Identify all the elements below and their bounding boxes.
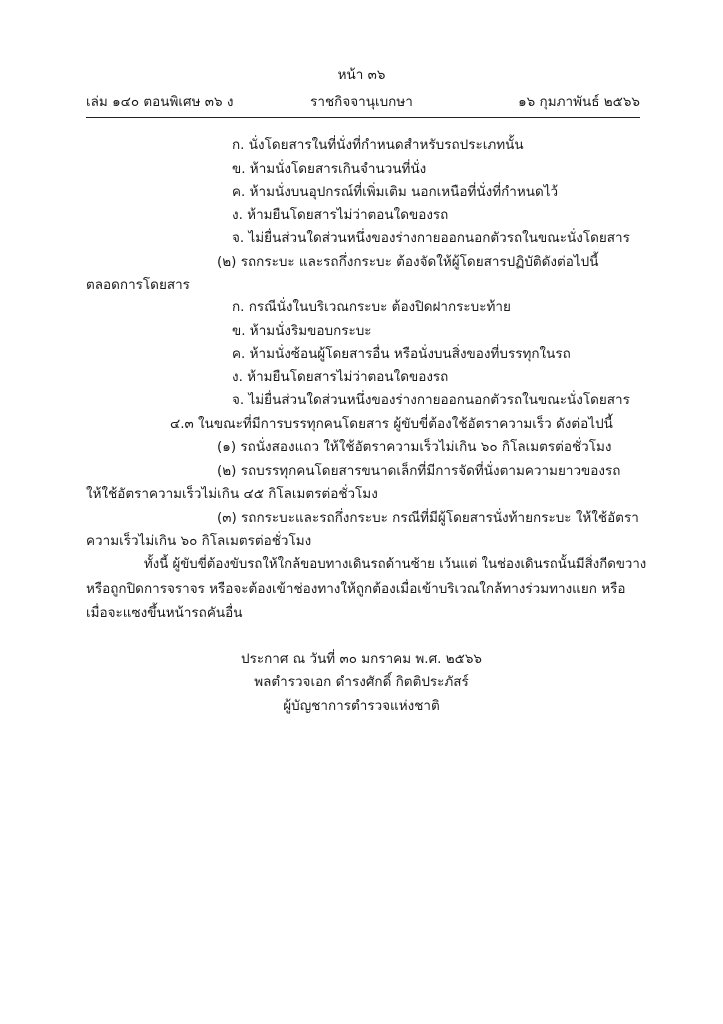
clause-line: ค. ห้ามนั่งซ้อนผู้โดยสารอื่น หรือนั่งบนสิ่งของที่บรรทุกในรถ	[232, 346, 571, 362]
clause-line: หรือถูกปิดการจราจร หรือจะต้องเข้าช่องทางให้ถูกต้องเมื่อเข้าบริเวณใกล้ทางร่วมทางแยก หรือ	[86, 581, 626, 597]
header-divider	[86, 117, 640, 118]
volume-info: เล่ม ๑๔๐ ตอนพิเศษ ๓๖ ง	[86, 94, 234, 110]
clause-line: ความเร็วไม่เกิน ๖๐ กิโลเมตรต่อชั่วโมง	[86, 533, 312, 549]
clause-line: (๓) รถกระบะและรถกึ่งกระบะ กรณีที่มีผู้โดยสารนั่งท้ายกระบะ ให้ใช้อัตรา	[217, 510, 639, 526]
signatory-position: ผู้บัญชาการตำรวจแห่งชาติ	[283, 698, 440, 714]
clause-line: ข. ห้ามนั่งริมขอบกระบะ	[232, 323, 372, 339]
clause-line: ๔.๓ ในขณะที่มีการบรรทุกคนโดยสาร ผู้ขับขี่ต้องใช้อัตราความเร็ว ดังต่อไปนี้	[170, 416, 613, 432]
clause-line: เมื่อจะแซงขึ้นหน้ารถคันอื่น	[86, 605, 243, 621]
gazette-date: ๑๖ กุมภาพันธ์ ๒๕๖๖	[518, 94, 640, 110]
clause-line: (๑) รถนั่งสองแถว ให้ใช้อัตราความเร็วไม่เกิน ๖๐ กิโลเมตรต่อชั่วโมง	[217, 439, 612, 455]
clause-line: ข. ห้ามนั่งโดยสารเกินจำนวนที่นั่ง	[232, 161, 427, 177]
announcement-date: ประกาศ ณ วันที่ ๓๐ มกราคม พ.ศ. ๒๕๖๖	[241, 651, 482, 667]
page-number: หน้า ๓๖	[337, 67, 386, 83]
gazette-name: ราชกิจจานุเบกษา	[310, 94, 413, 110]
clause-line: ค. ห้ามนั่งบนอุปกรณ์ที่เพิ่มเติม นอกเหนือที่นั่งที่กำหนดไว้	[232, 184, 559, 200]
clause-line: (๒) รถบรรทุกคนโดยสารขนาดเล็กที่มีการจัดที่นั่งตามความยาวของรถ	[217, 463, 621, 479]
clause-line: ง. ห้ามยืนโดยสารไม่ว่าตอนใดของรถ	[232, 369, 449, 385]
clause-line: ง. ห้ามยืนโดยสารไม่ว่าตอนใดของรถ	[232, 207, 449, 223]
clause-line: จ. ไม่ยื่นส่วนใดส่วนหนึ่งของร่างกายออกนอกตัวรถในขณะนั่งโดยสาร	[232, 230, 630, 246]
clause-line: ทั้งนี้ ผู้ขับขี่ต้องขับรถให้ใกล้ขอบทางเดินรถด้านซ้าย เว้นแต่ ในช่องเดินรถนั้นมีสิ่งกีดขวาง	[144, 557, 647, 572]
signatory-name: พลตำรวจเอก ดำรงศักดิ์ กิตติประภัสร์	[254, 674, 469, 690]
clause-line: ให้ใช้อัตราความเร็วไม่เกิน ๔๕ กิโลเมตรต่อชั่วโมง	[86, 486, 378, 502]
clause-line: ตลอดการโดยสาร	[86, 277, 190, 293]
clause-line: (๒) รถกระบะ และรถกึ่งกระบะ ต้องจัดให้ผู้โดยสารปฏิบัติดังต่อไปนี้	[217, 254, 599, 270]
clause-line: จ. ไม่ยื่นส่วนใดส่วนหนึ่งของร่างกายออกนอกตัวรถในขณะนั่งโดยสาร	[232, 392, 630, 408]
clause-line: ก. กรณีนั่งในบริเวณกระบะ ต้องปิดฝากระบะท้าย	[232, 299, 511, 315]
clause-line: ก. นั่งโดยสารในที่นั่งที่กำหนดสำหรับรถประเภทนั้น	[232, 137, 524, 153]
